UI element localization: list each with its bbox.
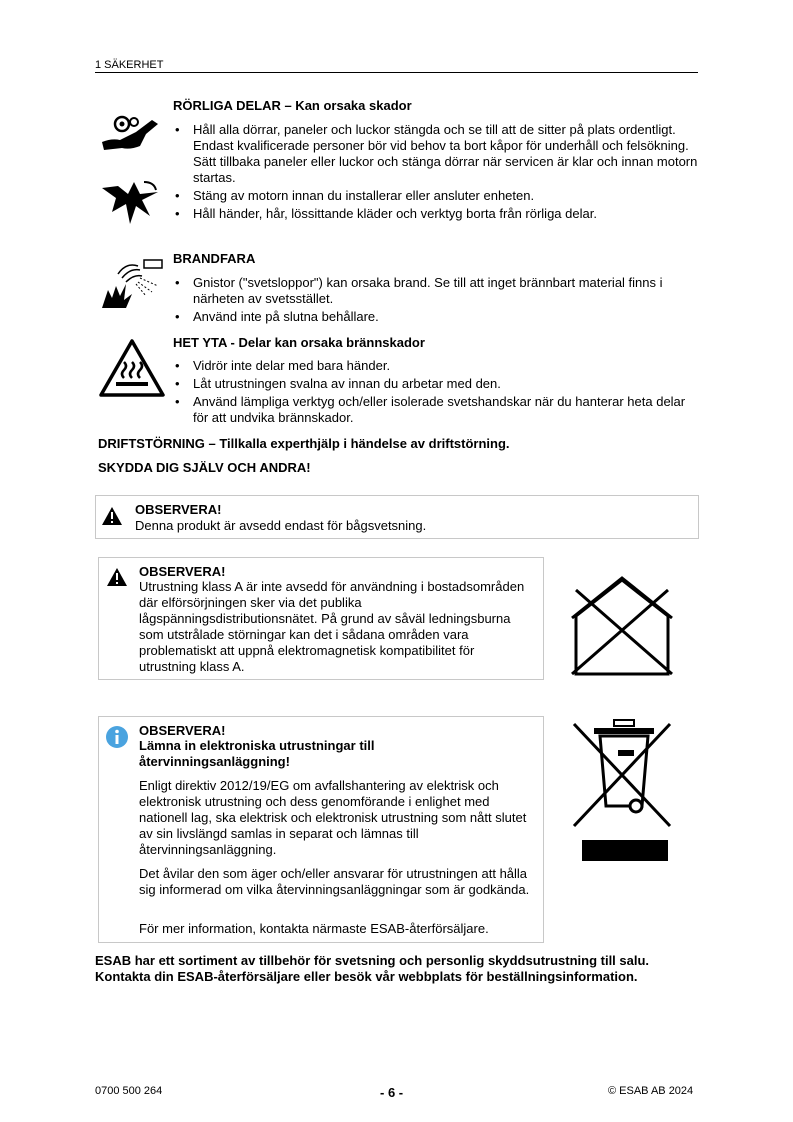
notice-box-arc-welding: [95, 495, 699, 539]
notice-box-class-a: [98, 557, 544, 680]
section-header: 1 SÄKERHET: [95, 59, 698, 73]
notice-title: OBSERVERA!: [139, 564, 226, 579]
protect-text: SKYDDA DIG SJÄLV OCH ANDRA!: [98, 460, 311, 475]
footer-doc-number: 0700 500 264: [95, 1085, 163, 1097]
list-item: • Använd inte på slutna behållare.: [173, 309, 698, 325]
notice-box-recycling: [98, 716, 544, 943]
list-item: • Använd lämpliga verktyg och/eller isolerade svetshandskar när du hanterar heta delar för att undvika brännskador.: [173, 394, 698, 426]
info-icon: [105, 725, 129, 749]
moving-parts-gear-icon: [100, 112, 162, 154]
warning-icon: [101, 506, 123, 526]
notice-title: OBSERVERA!: [139, 723, 226, 738]
fire-list: [173, 275, 698, 325]
moving-parts-list: [173, 122, 698, 222]
weee-crossed-bin-icon: [570, 714, 674, 864]
hot-surface-warning-icon: [98, 338, 166, 398]
notice-paragraph: För mer information, kontakta närmaste ESAB-återförsäljare.: [139, 921, 489, 936]
fire-hazard-icon: [100, 256, 166, 312]
notice-text: Denna produkt är avsedd endast för bågsvetsning.: [135, 518, 427, 533]
list-item: • Stäng av motorn innan du installerar eller ansluter enheten.: [173, 188, 698, 204]
list-item: • Håll händer, hår, lössittande kläder och verktyg borta från rörliga delar.: [173, 206, 698, 222]
list-item: • Låt utrustningen svalna av innan du arbetar med den.: [173, 376, 698, 392]
notice-paragraph: Enligt direktiv 2012/19/EG om avfallshantering av elektrisk och elektronisk utrustning och dess genomförande i enlighet med nationell lag, ska elektrisk och elektronisk utrustning som nått slutet av sin livslängd samlas in separat och lämnas till återvinningsanläggning.: [139, 778, 527, 857]
list-item: • Gnistor ("svetsloppor") kan orsaka brand. Se till att inget brännbart material finns i närheten av svetsstället.: [173, 275, 698, 307]
notice-paragraph: Det åvilar den som äger och/eller ansvarar för utrustningen att hålla sig informerad om vilka återvinningsanläggningar som är godkända.: [139, 866, 530, 897]
malfunction-text: DRIFTSTÖRNING – Tillkalla experthjälp i händelse av driftstörning.: [98, 436, 510, 451]
fire-title: BRANDFARA: [173, 251, 256, 266]
hot-surface-list: [173, 358, 698, 426]
notice-subtitle: Lämna in elektroniska utrustningar till återvinningsanläggning!: [139, 738, 375, 769]
notice-title: OBSERVERA!: [135, 502, 222, 517]
notice-text: Utrustning klass A är inte avsedd för användning i bostadsområden där elförsörjningen sker via det publika lågspänningsdistributionsnätet. På grund av såväl ledningsburna som utstrålade störningar kan det i sådana områden vara problematiskt att uppnå elektromagnetisk kompatibilitet för utrustning klass A.: [139, 579, 525, 674]
list-item: • Vidrör inte delar med bara händer.: [173, 358, 698, 374]
hand-crush-icon: [98, 178, 164, 228]
list-item: • Håll alla dörrar, paneler och luckor stängda och se till att de sitter på plats ordentligt. Endast kvalificerade personer bör vid behov ta bort kåpor för underhåll och felsökning. Sätt tillbaka paneler eller luckor och stänga dörrar när servicen är klar och innan motorn startas.: [173, 122, 698, 186]
footer-page-number: - 6 -: [380, 1085, 404, 1100]
moving-parts-title: RÖRLIGA DELAR – Kan orsaka skador: [173, 98, 412, 113]
accessories-text: ESAB har ett sortiment av tillbehör för svetsning och personlig skyddsutrustning till salu. Kontakta din ESAB-återförsäljare eller besök vår webbplats för beställningsinformation.: [95, 953, 650, 984]
footer-copyright: © ESAB AB 2024: [608, 1085, 694, 1097]
no-residential-use-icon: [568, 576, 676, 676]
warning-icon: [106, 567, 128, 587]
hot-surface-title: HET YTA - Delar kan orsaka brännskador: [173, 335, 425, 350]
